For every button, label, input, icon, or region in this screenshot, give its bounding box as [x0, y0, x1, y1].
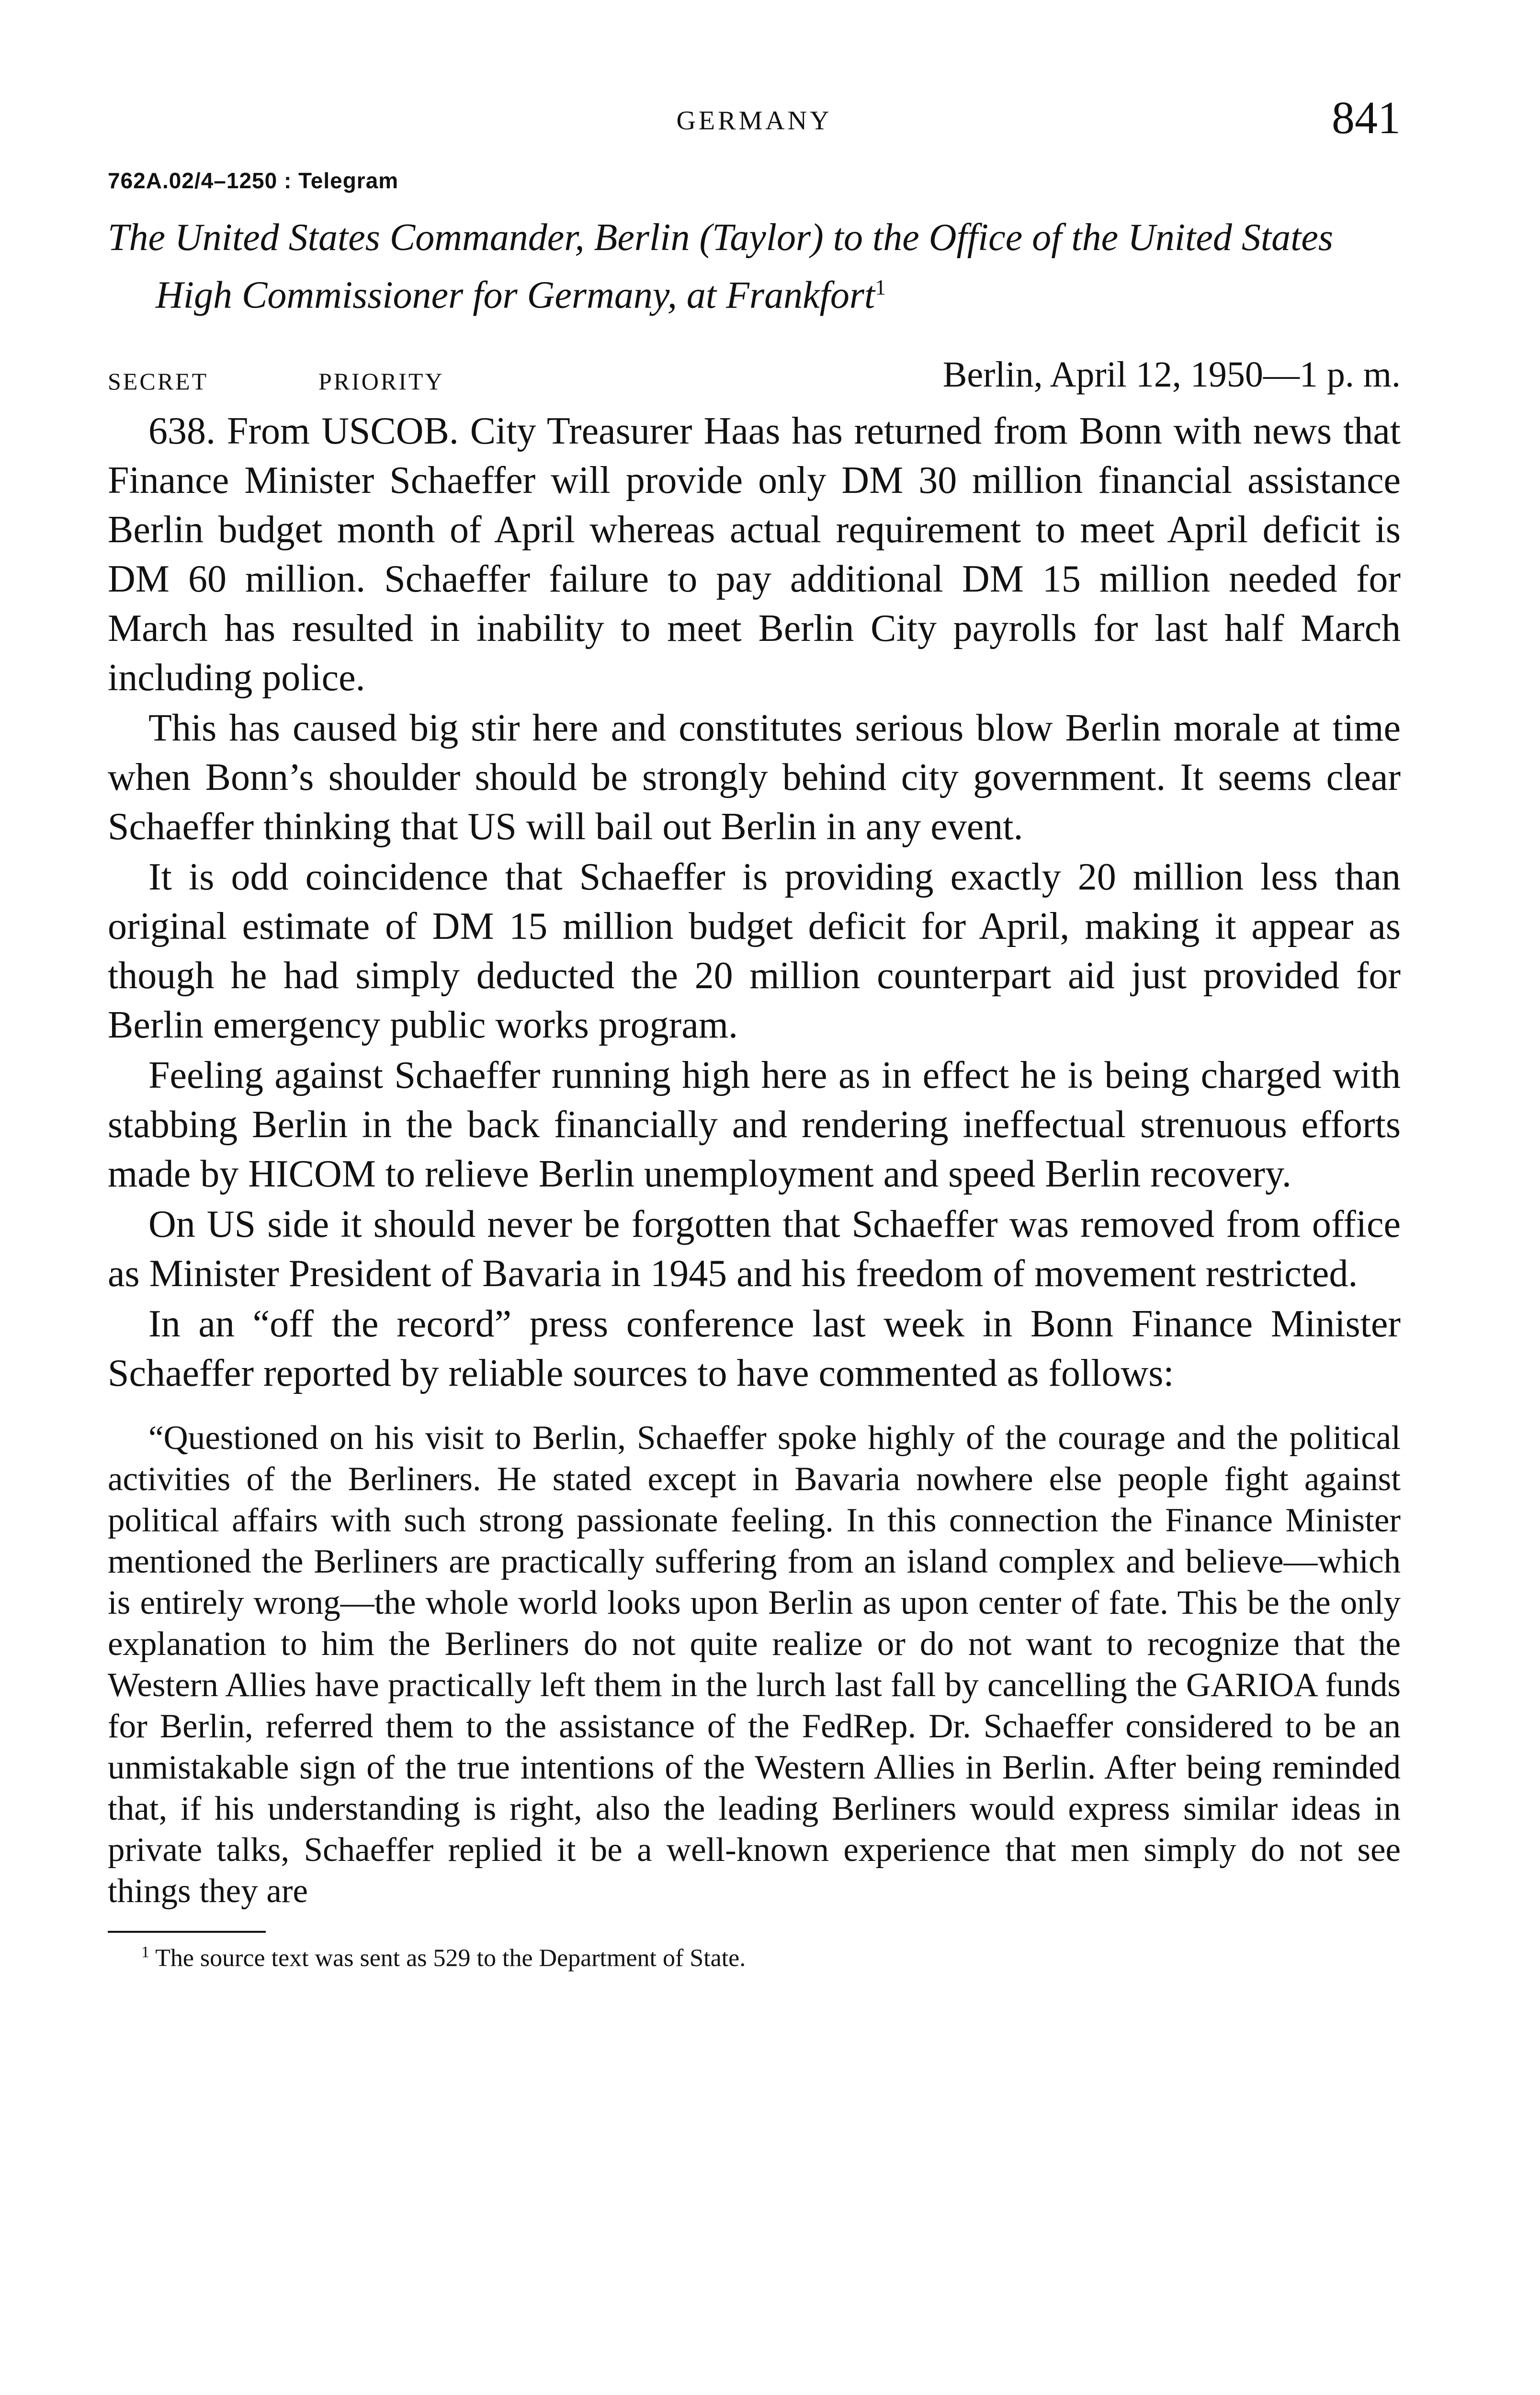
priority-label: PRIORITY [318, 367, 444, 395]
footnote-text: The source text was sent as 529 to the Department of State. [155, 1944, 746, 1972]
file-reference: 762A.02/4–1250 : Telegram [108, 168, 399, 193]
page-number: 841 [1332, 92, 1401, 143]
title-footnote-marker: 1 [875, 275, 886, 299]
document-title [108, 213, 1401, 320]
classification-label: SECRET [108, 367, 209, 395]
footnote-divider [108, 1931, 266, 1933]
body-paragraph: On US side it should never be forgotten that Schaeffer was removed from office as Minister President of Bavaria in 1945 and his freedom of movement restricted. [108, 1203, 1401, 1295]
footnote [108, 1943, 1401, 1972]
body-paragraph: In an “off the record” press conference last week in Bonn Finance Minister Schaeffer reported by reliable sources to have commented as follows: [108, 1302, 1401, 1394]
document-page [108, 91, 1401, 1972]
body-paragraph: Feeling against Schaeffer running high here as in effect he is being charged with stabbing Berlin in the back financially and rendering ineffectual strenuous efforts made by HICOM to relieve Berlin unemployment and speed Berlin recovery. [108, 1054, 1401, 1195]
running-header [108, 91, 1401, 148]
quoted-statement [108, 1417, 1401, 1912]
body-paragraph: This has caused big stir here and constitutes serious blow Berlin morale at time when Bonn’s shoulder should be strongly behind city government. It seems clear Schaeffer thinking that US will bail out Berlin in any event. [108, 707, 1401, 848]
body-paragraph: 638. From USCOB. City Treasurer Haas has returned from Bonn with news that Finance Minister Schaeffer will provide only DM 30 million financial assistance Berlin budget month of April whereas actual requirement to meet April deficit is DM 60 million. Schaeffer failure to pay additional DM 15 million needed for March has resulted in inability to meet Berlin City payrolls for last half March including police. [108, 410, 1401, 699]
quote-paragraph: “Questioned on his visit to Berlin, Schaeffer spoke highly of the courage and the political activities of the Berliners. He stated except in Bavaria nowhere else people fight against political affairs with such strong passionate feeling. In this connection the Finance Minister mentioned the Berliners are practically suffering from an island complex and believe—which is entirely wrong—the whole world looks upon Berlin as upon center of fate. This be the only explanation to him the Berliners do not quite realize or do not want to recognize that the Western Allies have practically left them in the lurch last fall by cancelling the GARIOA funds for Berlin, referred them to the assistance of the FedRep. Dr. Schaeffer considered to be an unmistakable sign of the true intentions of the Western Allies in Berlin. After being reminded that, if his understanding is right, also the leading Berliners would express similar ideas in private talks, Schaeffer replied it be a well-known experience that men simply do not see things they are [108, 1419, 1401, 1910]
dateline: Berlin, April 12, 1950—1 p. m. [942, 354, 1401, 395]
document-title-text: The United States Commander, Berlin (Taylor) to the Office of the United States High Commissioner for Germany, at Frankfort [108, 217, 1333, 317]
body-paragraph: It is odd coincidence that Schaeffer is providing exactly 20 million less than original estimate of DM 15 million budget deficit for April, making it appear as though he had simply deducted the 20 million counterpart aid just provided for Berlin emergency public works program. [108, 855, 1401, 1046]
footnote-marker: 1 [141, 1943, 149, 1961]
telegram-meta-line [108, 354, 1401, 407]
running-title: GERMANY [676, 106, 832, 136]
body-text [108, 407, 1401, 1398]
